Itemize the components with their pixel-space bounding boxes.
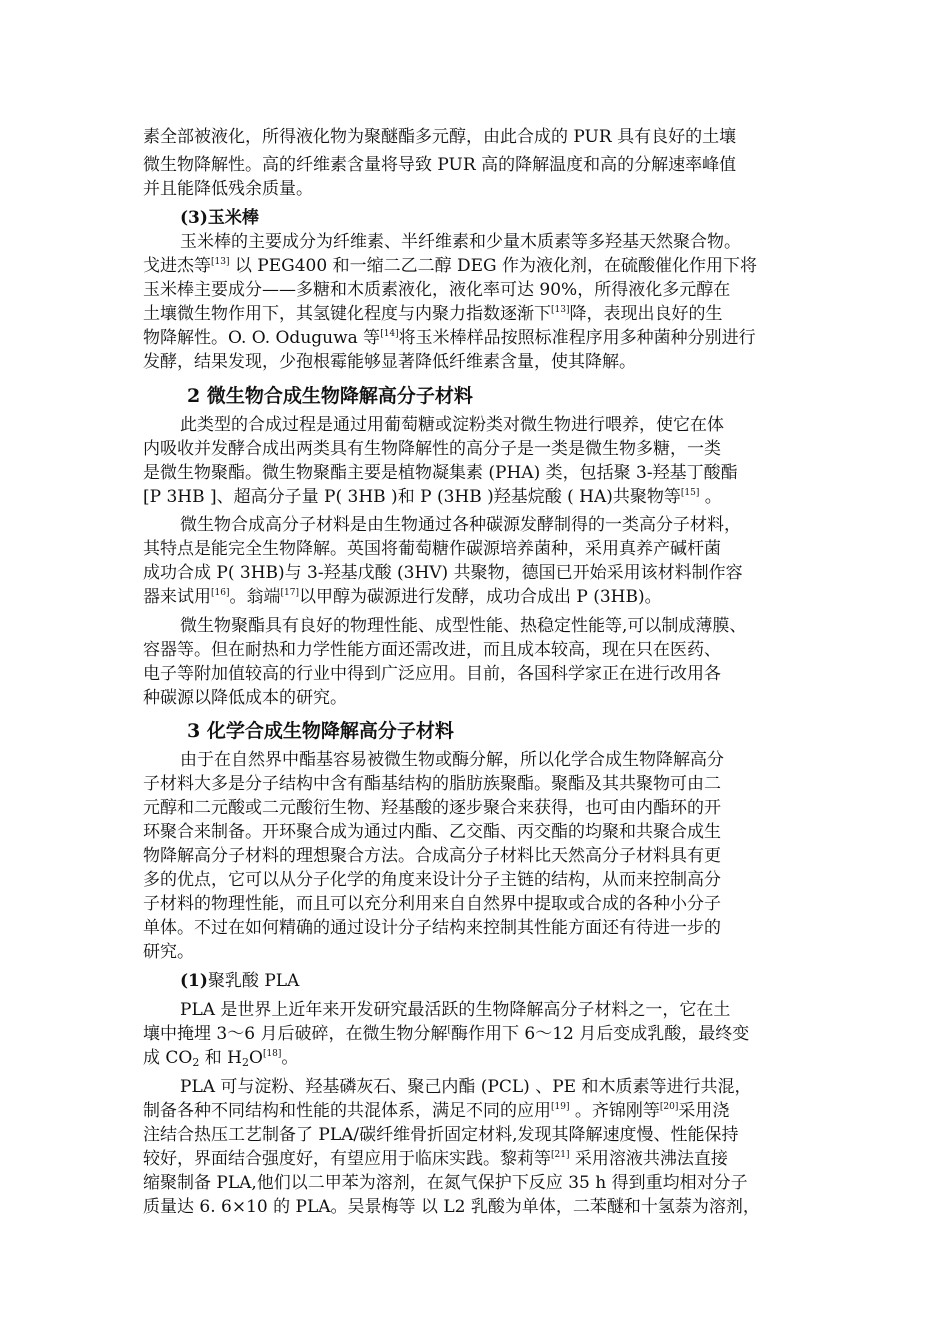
text-run: 缩聚制备 PLA,他们以二甲苯为溶剂，在氮气保护下反应 35 h 得到重均相对分子 (143, 1173, 748, 1193)
paragraph-line (143, 1022, 749, 1046)
text-run: 由于在自然界中酯基容易被微生物或酶分解，所以化学合成生物降解高分 (180, 750, 724, 770)
paragraph-line (143, 485, 722, 509)
citation-superscript: [13] (551, 305, 570, 315)
text-run: 其特点是能完全生物降解。英国将葡萄糖作碳源培养菌种，采用真养产碱杆菌 (143, 539, 721, 559)
text-run: 此类型的合成过程是通过用葡萄糖或淀粉类对微生物进行喂养，使它在体 (180, 415, 724, 435)
paragraph-line (143, 916, 721, 940)
citation-superscript: [19] (551, 1102, 570, 1112)
paragraph-line (143, 1195, 760, 1219)
paragraph-line (143, 350, 636, 374)
text-run: (1) (180, 971, 208, 991)
citation-superscript: [18] (262, 1049, 282, 1059)
subsection-heading (180, 969, 299, 993)
subscript: 2 (242, 1056, 249, 1069)
citation-superscript: [14] (380, 329, 399, 339)
paragraph-line (180, 230, 741, 254)
citation-superscript: [ (447, 1025, 451, 1035)
text-run: 器来试用 (143, 587, 211, 607)
text-run: 内吸收并发酵合成出两类具有生物降解性的高分子是一类是微生物多糖，一类 (143, 439, 721, 459)
text-run: PLA 可与淀粉、羟基磷灰石、聚己内酯 (PCL) 、PE 和木质素等进行共混， (180, 1077, 752, 1097)
paragraph-line (143, 302, 722, 326)
paragraph-line (143, 1171, 748, 1195)
paragraph-line (143, 868, 721, 892)
text-run: 单体。不过在如何精确的通过设计分子结构来控制其性能方面还有待进一步的 (143, 918, 721, 938)
text-run: 将玉米棒样品按照标准程序用多种菌种分别进行 (398, 328, 756, 348)
subsection-heading (180, 206, 259, 230)
paragraph-line (143, 125, 736, 149)
text-run: 微生物聚酯具有良好的物理性能、成型性能、热稳定性能等,可以制成薄膜、 (180, 616, 747, 636)
text-run: (3)玉米棒 (180, 208, 259, 228)
paragraph-line (143, 177, 313, 201)
text-run: 物降解高分子材料的理想聚合方法。合成高分子材料比天然高分子材料具有更 (143, 846, 721, 866)
paragraph-line (143, 638, 721, 662)
paragraph-line (143, 772, 721, 796)
paragraph-line (143, 278, 730, 302)
paragraph-line (143, 940, 194, 964)
text-run: 。 (699, 487, 722, 507)
text-run: 注结合热压工艺制备了 PLA/碳纤维骨折固定材料,发现其降解速度慢、性能保持 (143, 1125, 739, 1145)
text-run: 子材料大多是分子结构中含有酯基结构的脂肪族聚酯。聚酯及其共聚物可由二 (143, 774, 721, 794)
text-run: 成 CO (143, 1048, 193, 1068)
text-run: 是微生物聚酯。微生物聚酯主要是植物凝集素 (PHA) 类，包括聚 3-羟基丁酸酯 (143, 463, 738, 483)
text-run: 和 H (199, 1048, 242, 1068)
text-run: 玉米棒的主要成分为纤维素、半纤维素和少量木质素等多羟基天然聚合物。 (180, 232, 741, 252)
text-run: 2 微生物合成生物降解高分子材料 (187, 385, 473, 407)
text-run: 较好，界面结合强度好，有望应用于临床实践。黎莉等 (143, 1149, 551, 1169)
text-run: 微生物合成高分子材料是由生物通过各种碳源发酵制得的一类高分子材料， (180, 515, 741, 535)
paragraph-line (143, 844, 721, 868)
paragraph-line (180, 748, 724, 772)
paragraph-line (180, 614, 746, 638)
text-run: 研究。 (143, 942, 194, 962)
paragraph-line (143, 1046, 298, 1070)
citation-superscript: [15] (680, 488, 700, 498)
paragraph-line (180, 998, 730, 1022)
citation-superscript: [17] (280, 588, 299, 598)
text-run: 玉米棒主要成分——多糖和木质素液化，液化率可达 90%，所得液化多元醇在 (143, 280, 731, 300)
text-run: 。齐锦刚等 (569, 1101, 660, 1121)
paragraph-line (143, 686, 347, 710)
paragraph-line (143, 1099, 729, 1123)
subscript: 2 (192, 1056, 200, 1069)
paragraph-line (143, 892, 721, 916)
section-heading (187, 719, 454, 743)
text-run: 采用浇 (678, 1101, 730, 1121)
text-run: O (249, 1048, 263, 1068)
text-run: 环聚合来制备。开环聚合成为通过内酯、乙交酯、丙交酯的均聚和共聚合成生 (143, 822, 721, 842)
text-run: 以 PEG400 和一缩二乙二醇 DEG 作为液化剂，在硫酸催化作用下将 (229, 256, 757, 276)
paragraph-line (180, 513, 741, 537)
text-run: 。翁端 (229, 587, 281, 607)
paragraph-line (143, 537, 721, 561)
text-run: 电子等附加值较高的行业中得到广泛应用。目前，各国科学家正在进行改用各 (143, 664, 721, 684)
text-run: 质量达 6. 6×10 的 PLA。吴景梅等 以 L2 乳酸为单体，二苯醚和十氢萘为溶剂， (143, 1197, 760, 1217)
text-run: 3 化学合成生物降解高分子材料 (187, 720, 454, 742)
paragraph-line (143, 461, 738, 485)
text-run: 。 (281, 1048, 299, 1068)
paragraph-line (143, 585, 662, 609)
text-run: 素全部被液化，所得液化物为聚醚酯多元醇，由此合成的 PUR 具有良好的土壤 (143, 127, 737, 147)
text-run: 采用溶液共沸法直接 (569, 1149, 728, 1169)
citation-superscript: [16] (211, 588, 230, 598)
text-run: 种碳源以降低成本的研究。 (143, 688, 347, 708)
paragraph-line (143, 796, 721, 820)
text-run: [P 3HB ]、超高分子量 P( 3HB )和 P (3HB )羟基烷酸 ( HA)共聚物等 (143, 487, 681, 507)
paragraph-line (180, 1075, 751, 1099)
text-run: 成功合成 P( 3HB)与 3-羟基戊酸 (3HV) 共聚物，德国已开始采用该材料制作容 (143, 563, 743, 583)
text-run: 聚乳酸 PLA (207, 971, 300, 991)
text-run: 子材料的物理性能，而且可以充分利用来自自然界中提取或合成的各种小分子 (143, 894, 721, 914)
paragraph-line (143, 326, 756, 350)
text-run: 多的优点，它可以从分子化学的角度来设计分子主链的结构，从而来控制高分 (143, 870, 721, 890)
text-run: 容器等。但在耐热和力学性能方面还需改进，而且成本较高，现在只在医药、 (143, 640, 721, 660)
paragraph-line (143, 1147, 728, 1171)
citation-superscript: [20] (659, 1102, 679, 1112)
text-run: 物降解性。O. O. Oduguwa 等 (143, 328, 381, 348)
paragraph-line (143, 437, 721, 461)
paragraph-line (143, 1123, 739, 1147)
citation-superscript: [13] (211, 257, 230, 267)
paragraph-line (143, 254, 757, 278)
paragraph-line (180, 413, 724, 437)
text-run: 戈进杰等 (143, 256, 211, 276)
text-run: 以甲醇为碳源进行发酵，成功合成出 P (3HB)。 (298, 587, 662, 607)
text-run: 壤中掩埋 3～6 月后破碎，在微生物分解 (143, 1024, 448, 1044)
paragraph-line (143, 662, 721, 686)
text-run: 酶作用下 6～12 月后变成乳酸，最终变 (450, 1024, 750, 1044)
text-run: 元醇和二元酸或二元酸衍生物、羟基酸的逐步聚合来获得，也可由内酯环的开 (143, 798, 721, 818)
text-run: 并且能降低残余质量。 (143, 179, 313, 199)
text-run: 发酵，结果发现，少孢根霉能够显著降低纤维素含量，使其降解。 (143, 352, 636, 372)
text-run: PLA 是世界上近年来开发研究最活跃的生物降解高分子材料之一，它在土 (180, 1000, 731, 1020)
paragraph-line (143, 820, 721, 844)
section-heading (187, 384, 473, 408)
text-run: 微生物降解性。高的纤维素含量将导致 PUR 高的降解温度和高的分解速率峰值 (143, 155, 737, 175)
text-run: 制备各种不同结构和性能的共混体系，满足不同的应用 (143, 1101, 551, 1121)
paragraph-line (143, 153, 736, 177)
text-run: 土壤微生物作用下，其氢键化程度与内聚力指数逐渐下 (143, 304, 551, 324)
citation-superscript: [21] (551, 1150, 570, 1160)
paragraph-line (143, 561, 743, 585)
text-run: 降，表现出良好的生 (569, 304, 723, 324)
